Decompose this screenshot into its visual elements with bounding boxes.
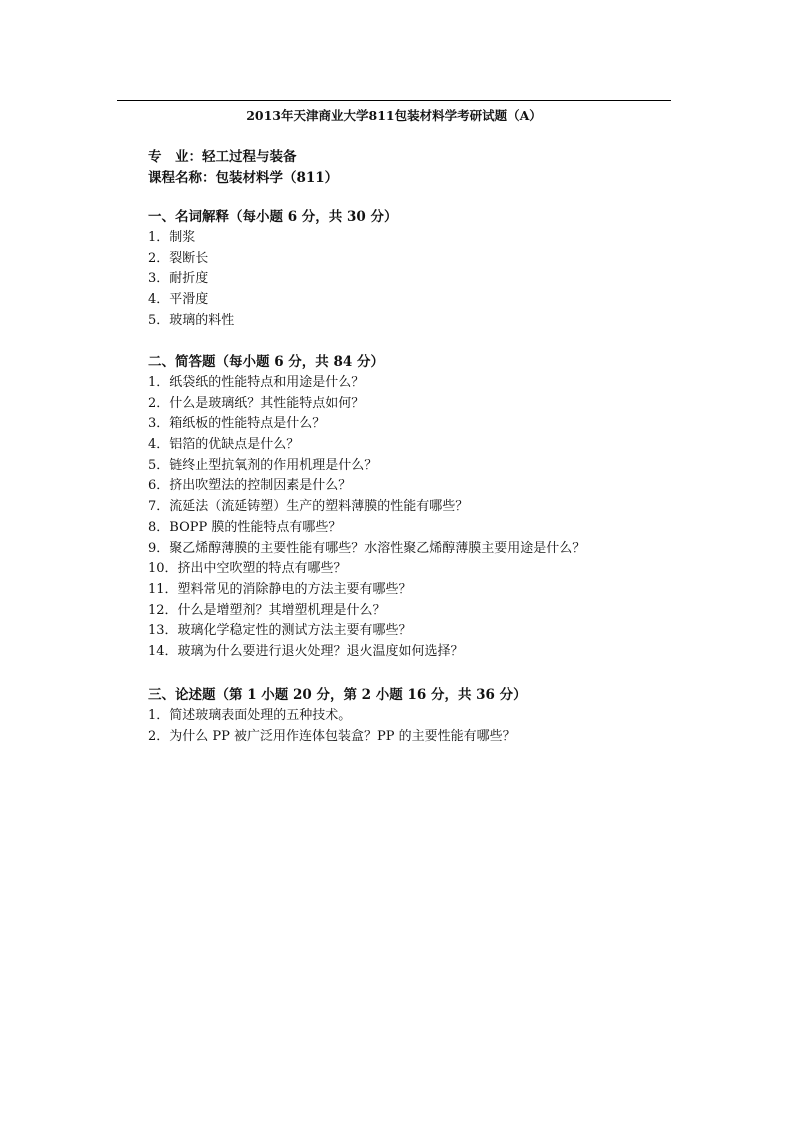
list-item: 2．为什么 PP 被广泛用作连体包装盒？PP 的主要性能有哪些？ — [148, 728, 516, 744]
list-item: 1．简述玻璃表面处理的五种技术。 — [148, 708, 352, 723]
list-item: 8．BOPP 膜的性能特点有哪些？ — [148, 519, 342, 535]
list-item: 13．玻璃化学稳定性的测试方法主要有哪些？ — [148, 623, 412, 639]
list-item: 3．耐折度 — [148, 271, 209, 287]
section-heading: 二、简答题（每小题 6 分，共 84 分） — [148, 354, 384, 370]
page-title: 2013年天津商业大学811包装材料学考研试题（A） — [246, 108, 542, 123]
section-heading: 三、论述题（第 1 小题 20 分，第 2 小题 16 分，共 36 分） — [148, 687, 527, 703]
section-heading: 一、名词解释（每小题 6 分，共 30 分） — [148, 209, 398, 225]
list-item: 11．塑料常见的消除静电的方法主要有哪些？ — [148, 581, 412, 597]
exam-meta — [148, 147, 338, 189]
list-item: 7．流延法（流延铸塑）生产的塑料薄膜的性能有哪些？ — [148, 499, 469, 515]
list-item: 4．铝箔的优缺点是什么？ — [148, 437, 300, 453]
list-item: 1．纸袋纸的性能特点和用途是什么？ — [148, 375, 365, 390]
section-short-answer — [148, 352, 585, 663]
list-item: 14．玻璃为什么要进行退火处理？退火温度如何选择？ — [148, 643, 464, 659]
list-item: 1．制浆 — [148, 230, 196, 245]
list-item: 3．箱纸板的性能特点是什么？ — [148, 416, 326, 432]
list-item: 12．什么是增塑剂？其增塑机理是什么？ — [148, 602, 386, 618]
list-item: 5．玻璃的料性 — [148, 312, 235, 328]
list-item: 5．链终止型抗氧剂的作用机理是什么？ — [148, 457, 378, 473]
list-item: 2．裂断长 — [148, 250, 209, 266]
list-item: 2．什么是玻璃纸？其性能特点如何？ — [148, 395, 365, 411]
section-essay — [148, 685, 527, 747]
course-line: 课程名称：包装材料学（811） — [148, 170, 339, 186]
header-rule — [117, 100, 671, 101]
list-item: 4．平滑度 — [148, 292, 209, 308]
list-item: 6．挤出吹塑法的控制因素是什么？ — [148, 478, 352, 494]
section-terms — [148, 207, 397, 331]
major-line: 专 业：轻工过程与装备 — [148, 149, 297, 165]
list-item: 10．挤出中空吹塑的特点有哪些？ — [148, 561, 347, 577]
list-item: 9．聚乙烯醇薄膜的主要性能有哪些？水溶性聚乙烯醇薄膜主要用途是什么？ — [148, 540, 586, 556]
